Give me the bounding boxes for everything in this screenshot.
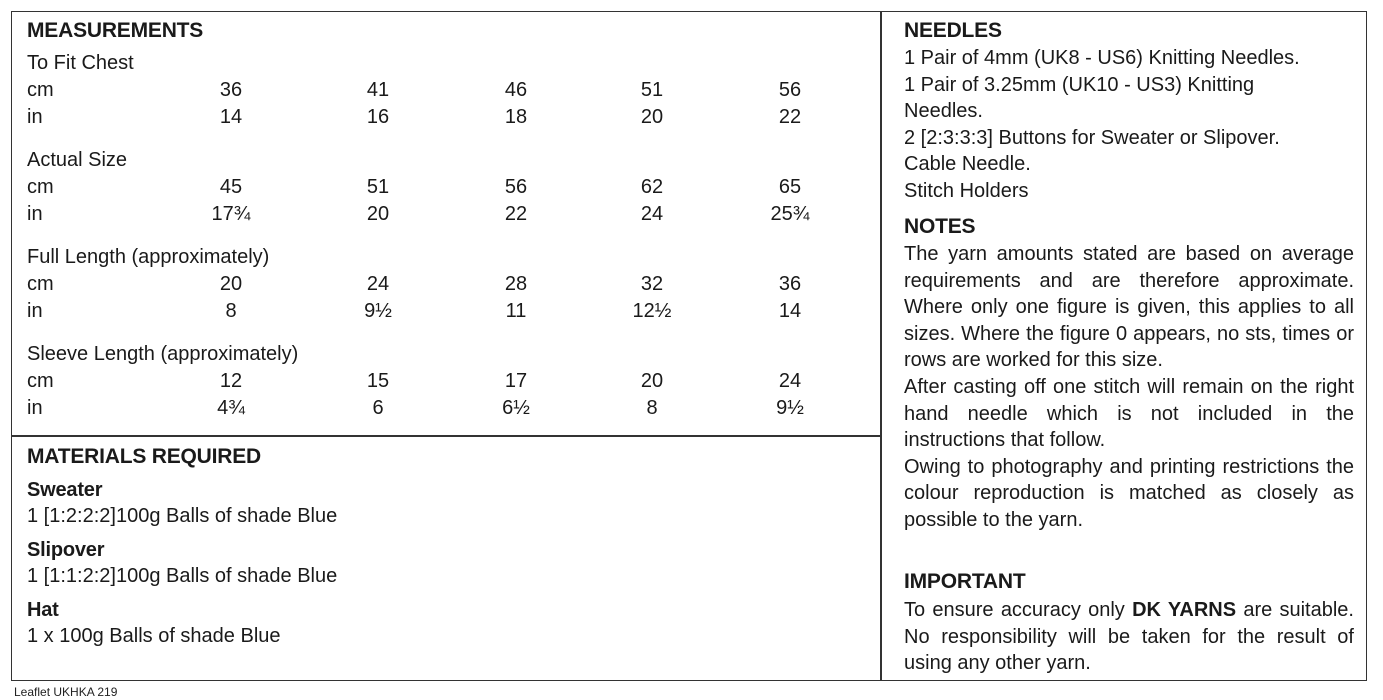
section-divider — [11, 435, 881, 437]
measurement-value: 17¾ — [211, 203, 251, 225]
important-text: To ensure accuracy only — [904, 599, 1133, 621]
measurement-value: 12½ — [632, 300, 672, 322]
measurement-value: 41 — [366, 79, 390, 101]
measurement-unit-label: in — [27, 106, 43, 128]
measurement-value: 20 — [640, 106, 664, 128]
measurement-value: 15 — [366, 370, 390, 392]
material-detail-hat: 1 x 100g Balls of shade Blue — [27, 625, 281, 647]
measurement-value: 8 — [225, 300, 237, 322]
important-body — [904, 597, 1354, 677]
measurement-value: 6½ — [502, 397, 530, 419]
measurement-value: 36 — [778, 273, 802, 295]
measurement-value: 9½ — [364, 300, 392, 322]
measurement-value: 45 — [219, 176, 243, 198]
measurement-value: 8 — [646, 397, 658, 419]
material-detail-slipover: 1 [1:1:2:2]100g Balls of shade Blue — [27, 565, 338, 587]
measurement-value: 6 — [372, 397, 384, 419]
needles-line: 1 Pair of 4mm (UK8 - US6) Knitting Needles. — [904, 47, 1300, 69]
material-name-sweater: Sweater — [27, 479, 103, 501]
notes-paragraph: After casting off one stitch will remain on the right hand needle which is not included in the instructions that follow. — [904, 375, 1354, 452]
measurement-value: 14 — [219, 106, 243, 128]
measurement-value: 11 — [505, 300, 527, 322]
column-divider — [880, 11, 882, 681]
measurement-value: 56 — [778, 79, 802, 101]
measurement-value: 20 — [640, 370, 664, 392]
measurement-unit-label: cm — [27, 176, 54, 198]
needles-line: Cable Needle. — [904, 153, 1031, 176]
materials-heading: MATERIALS REQUIRED — [27, 445, 262, 468]
material-name-slipover: Slipover — [27, 539, 105, 561]
measurement-value: 51 — [366, 176, 390, 198]
measurement-value: 46 — [504, 79, 528, 101]
important-text: are suitable. No responsibility will be taken for the result of using any other yarn. — [904, 599, 1354, 675]
important-bold-text: DK YARNS — [1132, 599, 1237, 621]
measurement-value: 20 — [219, 273, 243, 295]
measurement-value: 14 — [778, 300, 802, 322]
measurement-unit-label: cm — [27, 79, 54, 101]
measurement-value: 24 — [366, 273, 390, 295]
measurement-value: 18 — [504, 106, 528, 128]
needles-line: 1 Pair of 3.25mm (UK10 - US3) Knitting — [904, 73, 1255, 96]
measurements-heading: MEASUREMENTS — [27, 19, 204, 42]
notes-body — [904, 241, 1354, 534]
material-detail-sweater: 1 [1:2:2:2]100g Balls of shade Blue — [27, 505, 338, 527]
measurement-value: 12 — [219, 370, 243, 392]
notes-paragraph: The yarn amounts stated are based on average requirements and are therefore approximate. Where only one figure is given, this applies to all sizes. Where the figure 0 appears, no sts, times or rows are worked for this size. — [904, 243, 1354, 372]
measurement-unit-label: in — [27, 203, 43, 225]
measurement-value: 56 — [504, 176, 528, 198]
measurement-value: 28 — [504, 273, 528, 295]
notes-heading: NOTES — [904, 215, 976, 238]
measurement-value: 24 — [640, 203, 664, 225]
needles-line: 2 [2:3:3:3] Buttons for Sweater or Slipover. — [904, 126, 1280, 149]
notes-paragraph: Owing to photography and printing restrictions the colour reproduction is matched as closely as possible to the yarn. — [904, 455, 1354, 531]
needles-line: Stitch Holders — [904, 179, 1029, 202]
measurement-unit-label: cm — [27, 273, 54, 295]
measurement-value: 51 — [640, 79, 664, 101]
measurement-value: 32 — [640, 273, 664, 295]
measurement-value: 20 — [366, 203, 390, 225]
measurement-value: 22 — [778, 106, 802, 128]
measurement-value: 16 — [366, 106, 390, 128]
measurement-value: 24 — [778, 370, 802, 392]
measurement-value: 36 — [219, 79, 243, 101]
measurement-value: 9½ — [776, 397, 804, 419]
measurement-group-label: Full Length (approximately) — [27, 246, 270, 268]
measurement-value: 22 — [504, 203, 528, 225]
leaflet-footer: Leaflet UKHKA 219 — [14, 685, 118, 699]
measurement-unit-label: cm — [27, 370, 54, 392]
measurement-unit-label: in — [27, 300, 43, 322]
measurement-value: 4¾ — [217, 397, 245, 419]
needles-line: Needles. — [904, 100, 983, 123]
measurement-value: 62 — [640, 176, 664, 198]
measurement-value: 17 — [504, 370, 528, 392]
measurement-value: 25¾ — [770, 203, 810, 225]
measurement-group-label: To Fit Chest — [27, 52, 134, 74]
material-name-hat: Hat — [27, 599, 59, 621]
needles-list — [904, 45, 1354, 205]
measurement-group-label: Sleeve Length (approximately) — [27, 343, 299, 365]
measurement-unit-label: in — [27, 397, 43, 419]
important-heading: IMPORTANT — [904, 570, 1026, 593]
measurement-group-label: Actual Size — [27, 149, 128, 171]
measurement-value: 65 — [778, 176, 802, 198]
needles-heading: NEEDLES — [904, 19, 1002, 42]
